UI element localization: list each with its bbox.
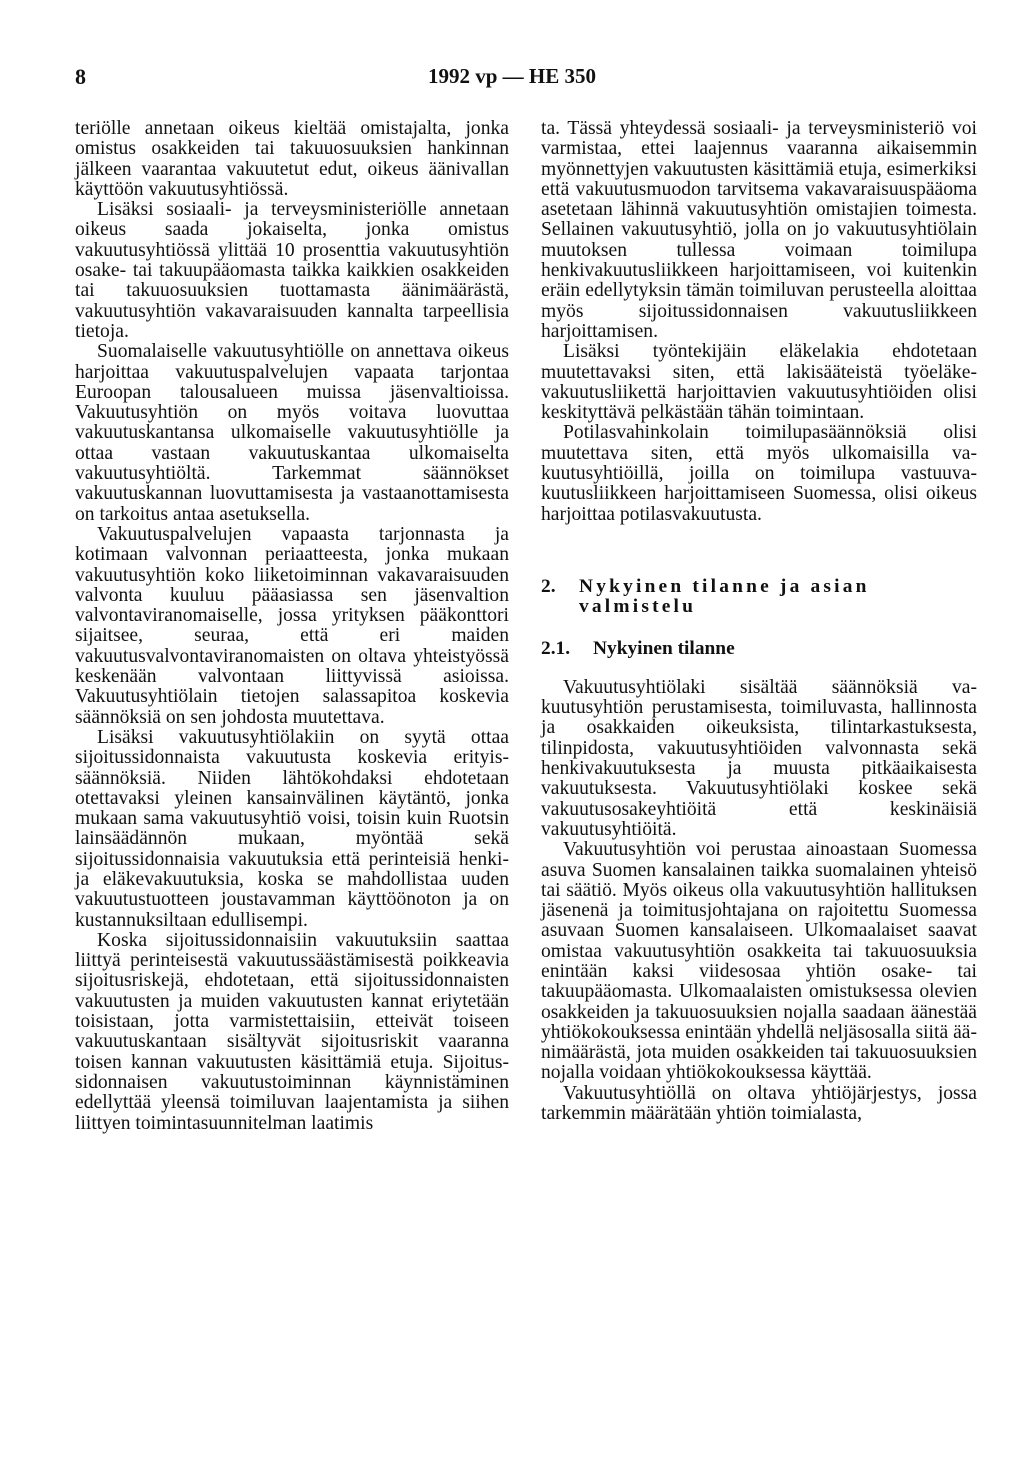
subsection-heading bbox=[541, 639, 977, 659]
right-column bbox=[541, 119, 977, 1124]
section-title: Nykyinen tilanne ja asian valmistelu bbox=[579, 575, 870, 618]
left-paragraph-2: Lisäksi sosiaali- ja terveysministeriölle annetaan oikeus saada jokaiselta, jonka omistus vakuutusyhtiössä ylittää 10 prosenttia vakuutusyhtiön osake- tai takuupääomasta taikka kaikkien osakkeiden tai takuuosuuksien tuottamasta äänimäärästä, vakuutusyhtiön vakavaraisuuden kannalta tarpeellisia tietoja. bbox=[75, 199, 509, 342]
left-paragraph-1: teriölle annetaan oikeus kieltää omistajalta, jonka omistus osakkeiden tai takuuosuuksien hankinnan jälkeen vaarantaa vakuutetut edut, oikeus äänivallan käyttöön vakuutusyhtiössä. bbox=[75, 118, 509, 200]
running-header: 1992 vp — HE 350 bbox=[427, 64, 597, 88]
left-paragraph-5: Lisäksi vakuutusyhtiölakiin on syytä ottaa sijoitussidonnaista vakuutusta koskevia erityissäännöksiä. Niiden lähtökohdaksi ehdotetaan otettavaksi yleinen kansainvälinen käytäntö, jonka mukaan sama vakuutusyhtiö voisi, toisin kuin Ruotsin lainsäädännön mukaan, myöntää sekä sijoitussidonnaisia vakuutuksia että perinteisiä henki- ja eläkevakuutuksia, koska se mahdollistaa uuden vakuutustuotteen joustavamman käyttöönoton ja on kustannuksiltaan edullisempi. bbox=[75, 726, 509, 931]
right-paragraph-2: Lisäksi työntekijäin eläkelakia ehdotetaan muutettavaksi siten, että lakisääteistä työeläkevakuutusliikettä harjoittavien vakuutusyhtiöiden olisi keskityttävä pelkästään tähän toimintaan. bbox=[541, 341, 977, 424]
section-heading bbox=[541, 577, 977, 618]
left-paragraph-4: Vakuutuspalvelujen vapaasta tarjonnasta ja kotimaan valvonnan periaatteesta, jonka mukaan vakuutusyhtiön koko liiketoiminnan vakavaraisuuden valvonta kuuluu pääasiassa sen jäsenvaltion valvontaviranomaiselle, jossa yrityksen pääkonttori sijaitsee, seuraa, että eri maiden vakuutusvalvontaviranomaisten on oltava yhteistyössä keskenään valvontaan liittyvissä asioissa. Vakuutusyhtiölain tietojen salassapitoa koskevia säännöksiä on sen johdosta muutettava. bbox=[75, 523, 509, 728]
left-paragraph-6: Koska sijoitussidonnaisiin vakuutuksiin saattaa liittyä perinteisestä vakuutussäästämisestä poikkeavia sijoitusriskejä, ehdotetaan, että sijoitussidonnaisten vakuutusten ja muiden vakuutusten kannat eriytetään toisistaan, jotta varmistettaisiin, etteivät toiseen vakuutuskantaan sisältyvät sijoitusriskit vaaranna toisen kannan vakuutusten käsittämiä etuja. Sijoitussidonnaisen vakuutustoiminnan käynnistäminen edellyttää yleensä toimiluvan laajentamista ja siihen liittyen toimintasuunnitelman laatimis bbox=[75, 929, 509, 1134]
left-column bbox=[75, 119, 509, 1134]
subsection-number: 2.1. bbox=[541, 637, 571, 659]
right-paragraph-3: Potilasvahinkolain toimilupasäännöksiä olisi muutettava siten, että myös ulkomaisilla vakuutusyhtiöillä, joilla on toimilupa vastuuvakuutusliikkeen harjoittamiseen Suomessa, olisi oikeus harjoittaa potilasvakuutusta. bbox=[541, 422, 977, 525]
right-paragraph-5: Vakuutusyhtiön voi perustaa ainoastaan Suomessa asuva Suomen kansalainen taikka suomalainen yhteisö tai säätiö. Myös oikeus olla vakuutusyhtiön hallituksen jäsenenä ja toimitusjohtajana on rajoitettu Suomessa asuvaan Suomen kansalaiseen. Ulkomaalaiset saavat omistaa vakuutusyhtiön osakkeita tai takuuosuuksia enintään kaksi viidesosaa yhtiön osake- tai takuupääomasta. Ulkomaalaisten omistuksessa olevien osakkeiden ja takuuosuuksien nojalla saadaan äänestää yhtiökokouksessa enintään yhdellä neljäsosalla siitä äänimäärästä, jota muiden osakkeiden tai takuuosuuksien nojalla voidaan yhtiökokouksessa käyttää. bbox=[541, 839, 977, 1084]
right-paragraph-1: ta. Tässä yhteydessä sosiaali- ja terveysministeriö voi varmistaa, ettei laajennus vaaranna aikaisemmin myönnettyjen vakuutusten käsittämiä etuja, esimerkiksi että vakuutusmuodon tarvitsema vakavaraisuuspääoma asetetaan lähinnä vakuutusyhtiön omistajien toimesta. Sellainen vakuutusyhtiö, jolla on jo vakuutusyhtiölain muutoksen tullessa voimaan toimilupa henkivakuutusliikkeen harjoittamiseen, voi kuitenkin eräin edellytyksin tämän toimiluvan perusteella aloittaa myös sijoitussidonnaisen vakuutusliikkeen harjoittamisen. bbox=[541, 118, 977, 342]
subsection-title: Nykyinen tilanne bbox=[593, 637, 735, 659]
right-paragraph-6: Vakuutusyhtiöllä on oltava yhtiöjärjestys, jossa tarkemmin määrätään yhtiön toimialasta, bbox=[541, 1082, 977, 1125]
right-paragraph-4: Vakuutusyhtiölaki sisältää säännöksiä vakuutusyhtiön perustamisesta, toimiluvasta, hallinnosta ja osakkaiden oikeuksista, tilintarkastuksesta, tilinpidosta, vakuutusyhtiöiden valvonnasta sekä henkivakuutuksesta ja muusta pitkäaikaisesta vakuutuksesta. Vakuutusyhtiölaki koskee sekä vakuutusosakeyhtiöitä että keskinäisiä vakuutusyhtiöitä. bbox=[541, 676, 977, 840]
page-number: 8 bbox=[75, 64, 86, 89]
left-paragraph-3: Suomalaiselle vakuutusyhtiölle on annettava oikeus harjoittaa vakuutuspalvelujen vapaata tarjontaa Euroopan talousalueen muissa jäsenvaltioissa. Vakuutusyhtiön on myös voitava luovuttaa vakuutuskantansa ulkomaiselle vakuutusyhtiölle ja ottaa vastaan vakuutuskantaa ulkomaiselta vakuutusyhtiöltä. Tarkemmat säännökset vakuutuskannan luovuttamisesta ja vastaanottamisesta on tarkoitus antaa asetuksella. bbox=[75, 341, 509, 525]
section-number: 2. bbox=[541, 575, 556, 597]
